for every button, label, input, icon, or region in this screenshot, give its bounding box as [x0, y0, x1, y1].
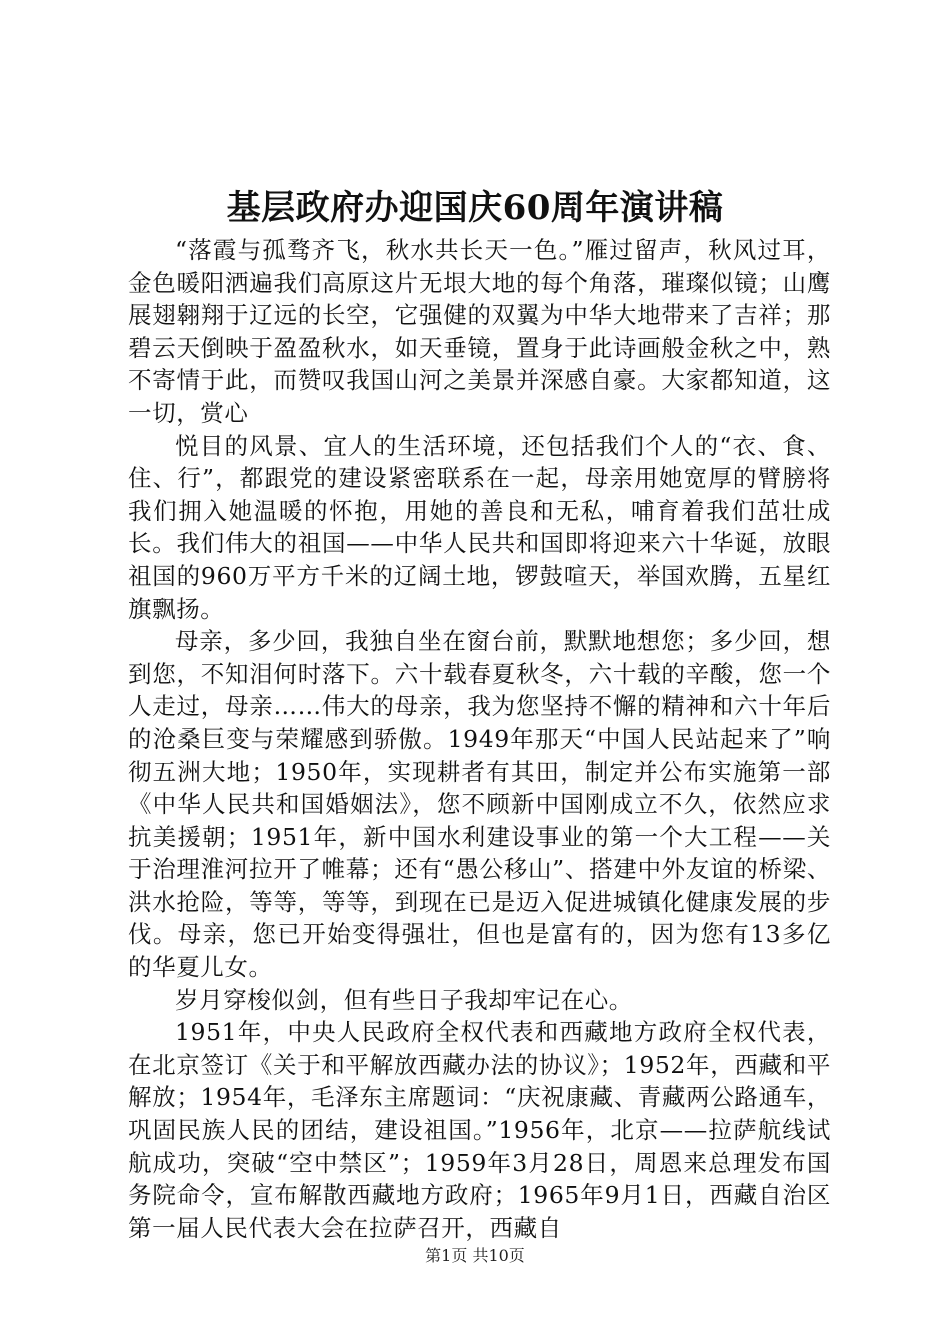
paragraph-2: 悦目的风景、宜人的生活环境，还包括我们个人的“衣、食、住、行”，都跟党的建设紧密联系在一起，母亲用她宽厚的臂膀将我们拥入她温暖的怀抱，用她的善良和无私，哺育着我们茁壮成长。我们伟大的祖国——中华人民共和国即将迎来六十华诞，放眼祖国的960万平方千米的辽阔土地，锣鼓喧天，举国欢腾，五星红旗飘扬。 — [128, 431, 831, 623]
paragraph-1: “落霞与孤骛齐飞，秋水共长天一色。”雁过留声，秋风过耳，金色暖阳洒遍我们高原这片无垠大地的每个角落，璀璨似镜；山鹰展翅翱翔于辽远的长空，它强健的双翼为中华大地带来了吉祥；那碧云天倒映于盈盈秋水，如天垂镜，置身于此诗画般金秋之中，熟不寄情于此，而赞叹我国山河之美景并深感自豪。大家都知道，这一切，赏心 — [128, 236, 831, 427]
page-number-footer: 第1页 共10页 — [425, 1246, 525, 1265]
page-title: 基层政府办迎国庆60周年演讲稿 — [226, 188, 724, 228]
paragraph-3: 母亲，多少回，我独自坐在窗台前，默默地想您；多少回，想到您，不知泪何时落下。六十载春夏秋冬，六十载的辛酸，您一个人走过，母亲……伟大的母亲，我为您坚持不懈的精神和六十年后的沧桑巨变与荣耀感到骄傲。1949年那天“中国人民站起来了”响彻五洲大地；1950年，实现耕者有其田，制定并公布实施第一部《中华人民共和国婚姻法》，您不顾新中国刚成立不久，依然应求抗美援朝；1951年，新中国水利建设事业的第一个大工程——关于治理淮河拉开了帷幕；还有“愚公移山”、搭建中外友谊的桥梁、洪水抢险，等等，等等，到现在已是迈入促进城镇化健康发展的步伐。母亲，您已开始变得强壮，但也是富有的，因为您有13多亿的华夏儿女。 — [128, 627, 831, 982]
paragraph-4: 岁月穿梭似剑，但有些日子我却牢记在心。 — [175, 985, 633, 1014]
document-body — [128, 234, 831, 1244]
paragraph-5: 1951年，中央人民政府全权代表和西藏地方政府全权代表，在北京签订《关于和平解放西藏办法的协议》；1952年，西藏和平解放；1954年，毛泽东主席题词：“庆祝康藏、青藏两公路通车，巩固民族人民的团结，建设祖国。”1956年，北京——拉萨航线试航成功，突破“空中禁区”；1959年3月28日，周恩来总理发布国务院命令，宣布解散西藏地方政府；1965年9月1日，西藏自治区第一届人民代表大会在拉萨召开，西藏自 — [128, 1018, 831, 1242]
